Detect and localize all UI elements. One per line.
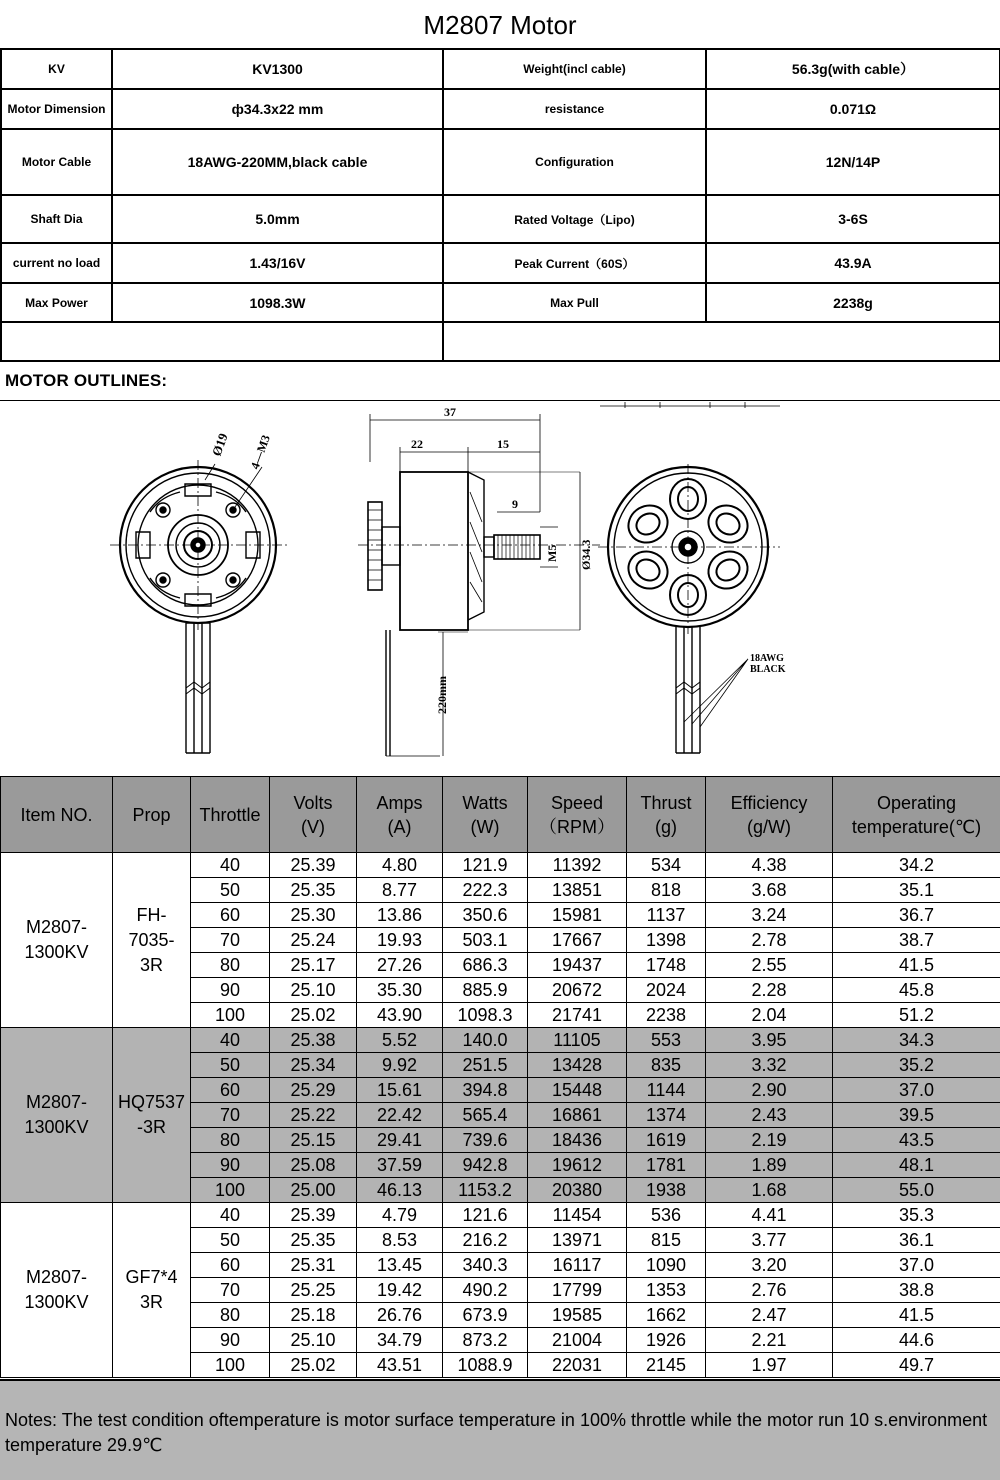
motor-outline-drawing <box>0 402 1000 774</box>
spec-value: 3-6S <box>706 195 1000 243</box>
item-number-cell: M2807- 1300KV <box>1 1203 113 1378</box>
perf-value-cell: 1926 <box>627 1328 706 1353</box>
perf-value-cell: 51.2 <box>833 1003 1000 1028</box>
spec-value: 2238g <box>706 283 1000 322</box>
perf-header-cell: Prop <box>113 777 191 853</box>
perf-value-cell: 8.53 <box>357 1228 443 1253</box>
perf-value-cell: 3.20 <box>706 1253 833 1278</box>
perf-value-cell: 100 <box>191 1003 270 1028</box>
perf-value-cell: 2.43 <box>706 1103 833 1128</box>
spec-value: 1098.3W <box>112 283 443 322</box>
perf-value-cell: 5.52 <box>357 1028 443 1053</box>
perf-value-cell: 90 <box>191 1328 270 1353</box>
perf-value-cell: 70 <box>191 928 270 953</box>
perf-value-cell: 25.39 <box>270 1203 357 1228</box>
perf-value-cell: 13.86 <box>357 903 443 928</box>
motor-side-view <box>358 414 600 756</box>
perf-header-cell: Volts (V) <box>270 777 357 853</box>
perf-value-cell: 673.9 <box>443 1303 528 1328</box>
spec-key: Weight(incl cable) <box>443 49 706 89</box>
perf-value-cell: 50 <box>191 1053 270 1078</box>
perf-value-cell: 16117 <box>528 1253 627 1278</box>
performance-table <box>0 776 1000 1378</box>
perf-row <box>1 1203 1000 1228</box>
perf-value-cell: 25.39 <box>270 853 357 878</box>
perf-value-cell: 1748 <box>627 953 706 978</box>
perf-value-cell: 1662 <box>627 1303 706 1328</box>
perf-value-cell: 48.1 <box>833 1153 1000 1178</box>
perf-row <box>1 1028 1000 1053</box>
perf-value-cell: 3.32 <box>706 1053 833 1078</box>
perf-value-cell: 340.3 <box>443 1253 528 1278</box>
perf-value-cell: 222.3 <box>443 878 528 903</box>
perf-value-cell: 25.00 <box>270 1178 357 1203</box>
spec-value: 12N/14P <box>706 129 1000 195</box>
perf-value-cell: 41.5 <box>833 1303 1000 1328</box>
perf-value-cell: 1374 <box>627 1103 706 1128</box>
perf-value-cell: 25.02 <box>270 1353 357 1378</box>
motor-back-view <box>598 464 780 753</box>
perf-value-cell: 37.59 <box>357 1153 443 1178</box>
perf-value-cell: 39.5 <box>833 1103 1000 1128</box>
perf-value-cell: 80 <box>191 1128 270 1153</box>
perf-value-cell: 38.7 <box>833 928 1000 953</box>
perf-value-cell: 2.78 <box>706 928 833 953</box>
perf-value-cell: 80 <box>191 953 270 978</box>
perf-value-cell: 44.6 <box>833 1328 1000 1353</box>
dim-m5-label: M5 <box>545 544 559 562</box>
perf-value-cell: 49.7 <box>833 1353 1000 1378</box>
spec-key: KV <box>1 49 112 89</box>
perf-value-cell: 1098.3 <box>443 1003 528 1028</box>
perf-header-cell: Amps (A) <box>357 777 443 853</box>
perf-value-cell: 40 <box>191 1203 270 1228</box>
perf-value-cell: 19612 <box>528 1153 627 1178</box>
perf-value-cell: 22031 <box>528 1353 627 1378</box>
perf-value-cell: 565.4 <box>443 1103 528 1128</box>
perf-value-cell: 13428 <box>528 1053 627 1078</box>
perf-value-cell: 70 <box>191 1278 270 1303</box>
perf-value-cell: 37.0 <box>833 1253 1000 1278</box>
perf-value-cell: 25.34 <box>270 1053 357 1078</box>
perf-value-cell: 25.24 <box>270 928 357 953</box>
perf-value-cell: 25.25 <box>270 1278 357 1303</box>
perf-value-cell: 4.79 <box>357 1203 443 1228</box>
perf-value-cell: 490.2 <box>443 1278 528 1303</box>
perf-value-cell: 25.10 <box>270 1328 357 1353</box>
perf-value-cell: 17667 <box>528 928 627 953</box>
perf-value-cell: 503.1 <box>443 928 528 953</box>
spec-key: resistance <box>443 89 706 129</box>
perf-value-cell: 25.30 <box>270 903 357 928</box>
prop-cell: GF7*4 3R <box>113 1203 191 1378</box>
perf-value-cell: 15.61 <box>357 1078 443 1103</box>
divider <box>0 400 1000 401</box>
perf-value-cell: 46.13 <box>357 1178 443 1203</box>
dim-m3-label: 4—M3 <box>247 433 273 472</box>
scale-bar <box>600 402 780 408</box>
perf-value-cell: 818 <box>627 878 706 903</box>
spec-value: KV1300 <box>112 49 443 89</box>
perf-value-cell: 4.80 <box>357 853 443 878</box>
perf-value-cell: 34.3 <box>833 1028 1000 1053</box>
perf-value-cell: 90 <box>191 978 270 1003</box>
spec-table <box>0 48 1000 362</box>
spec-value: ф34.3x22 mm <box>112 89 443 129</box>
perf-value-cell: 19.42 <box>357 1278 443 1303</box>
perf-value-cell: 885.9 <box>443 978 528 1003</box>
perf-value-cell: 90 <box>191 1153 270 1178</box>
perf-value-cell: 26.76 <box>357 1303 443 1328</box>
perf-value-cell: 2238 <box>627 1003 706 1028</box>
perf-value-cell: 25.35 <box>270 878 357 903</box>
perf-value-cell: 25.18 <box>270 1303 357 1328</box>
perf-value-cell: 37.0 <box>833 1078 1000 1103</box>
perf-value-cell: 11454 <box>528 1203 627 1228</box>
perf-value-cell: 27.26 <box>357 953 443 978</box>
spec-row <box>1 49 1000 89</box>
perf-header-cell: Speed （RPM） <box>528 777 627 853</box>
dim-37-label: 37 <box>444 405 456 419</box>
perf-value-cell: 25.29 <box>270 1078 357 1103</box>
perf-value-cell: 25.17 <box>270 953 357 978</box>
perf-value-cell: 121.6 <box>443 1203 528 1228</box>
motor-outlines-heading: MOTOR OUTLINES: <box>5 371 168 390</box>
prop-cell: HQ7537 -3R <box>113 1028 191 1203</box>
perf-value-cell: 2.19 <box>706 1128 833 1153</box>
spec-row <box>1 243 1000 283</box>
spec-key: Max Power <box>1 283 112 322</box>
spec-value: 18AWG-220MM,black cable <box>112 129 443 195</box>
perf-value-cell: 22.42 <box>357 1103 443 1128</box>
dim-d19-label: Ø19 <box>208 431 231 459</box>
perf-value-cell: 60 <box>191 903 270 928</box>
perf-value-cell: 13851 <box>528 878 627 903</box>
perf-value-cell: 2.28 <box>706 978 833 1003</box>
perf-value-cell: 1781 <box>627 1153 706 1178</box>
perf-value-cell: 4.41 <box>706 1203 833 1228</box>
perf-value-cell: 216.2 <box>443 1228 528 1253</box>
cable-awg-label: 18AWG <box>750 653 784 664</box>
perf-value-cell: 1088.9 <box>443 1353 528 1378</box>
perf-value-cell: 553 <box>627 1028 706 1053</box>
perf-value-cell: 40 <box>191 853 270 878</box>
spec-value: 5.0mm <box>112 195 443 243</box>
perf-value-cell: 29.41 <box>357 1128 443 1153</box>
perf-value-cell: 38.8 <box>833 1278 1000 1303</box>
perf-value-cell: 873.2 <box>443 1328 528 1353</box>
perf-value-cell: 2.21 <box>706 1328 833 1353</box>
perf-value-cell: 1.97 <box>706 1353 833 1378</box>
perf-value-cell: 55.0 <box>833 1178 1000 1203</box>
perf-value-cell: 3.24 <box>706 903 833 928</box>
perf-value-cell: 25.31 <box>270 1253 357 1278</box>
spec-key: Motor Dimension <box>1 89 112 129</box>
perf-value-cell: 19585 <box>528 1303 627 1328</box>
perf-value-cell: 25.02 <box>270 1003 357 1028</box>
spec-key: Shaft Dia <box>1 195 112 243</box>
perf-value-cell: 9.92 <box>357 1053 443 1078</box>
spec-row <box>1 195 1000 243</box>
perf-value-cell: 3.95 <box>706 1028 833 1053</box>
perf-value-cell: 20672 <box>528 978 627 1003</box>
perf-value-cell: 2.76 <box>706 1278 833 1303</box>
perf-value-cell: 1619 <box>627 1128 706 1153</box>
perf-value-cell: 13971 <box>528 1228 627 1253</box>
perf-value-cell: 36.1 <box>833 1228 1000 1253</box>
perf-value-cell: 11105 <box>528 1028 627 1053</box>
spec-key: Max Pull <box>443 283 706 322</box>
perf-header-cell: Efficiency (g/W) <box>706 777 833 853</box>
perf-value-cell: 36.7 <box>833 903 1000 928</box>
prop-cell: FH- 7035- 3R <box>113 853 191 1028</box>
perf-value-cell: 43.90 <box>357 1003 443 1028</box>
spec-key: Rated Voltage（Lipo) <box>443 195 706 243</box>
perf-value-cell: 21741 <box>528 1003 627 1028</box>
dim-15-label: 15 <box>497 437 509 451</box>
perf-value-cell: 121.9 <box>443 853 528 878</box>
perf-value-cell: 1144 <box>627 1078 706 1103</box>
perf-value-cell: 2.55 <box>706 953 833 978</box>
perf-value-cell: 942.8 <box>443 1153 528 1178</box>
perf-value-cell: 394.8 <box>443 1078 528 1103</box>
perf-value-cell: 41.5 <box>833 953 1000 978</box>
perf-value-cell: 1.89 <box>706 1153 833 1178</box>
perf-value-cell: 25.15 <box>270 1128 357 1153</box>
perf-header-cell: Throttle <box>191 777 270 853</box>
perf-value-cell: 45.8 <box>833 978 1000 1003</box>
perf-value-cell: 536 <box>627 1203 706 1228</box>
perf-value-cell: 80 <box>191 1303 270 1328</box>
spec-key: Configuration <box>443 129 706 195</box>
perf-value-cell: 100 <box>191 1353 270 1378</box>
perf-value-cell: 350.6 <box>443 903 528 928</box>
spec-value: 56.3g(with cable） <box>706 49 1000 89</box>
spec-empty-cell <box>443 322 1000 361</box>
perf-value-cell: 35.3 <box>833 1203 1000 1228</box>
perf-value-cell: 25.10 <box>270 978 357 1003</box>
spec-row <box>1 129 1000 195</box>
perf-value-cell: 2024 <box>627 978 706 1003</box>
perf-value-cell: 1.68 <box>706 1178 833 1203</box>
cable-color-label: BLACK <box>750 664 786 675</box>
perf-value-cell: 1090 <box>627 1253 706 1278</box>
perf-value-cell: 1353 <box>627 1278 706 1303</box>
perf-value-cell: 25.22 <box>270 1103 357 1128</box>
perf-value-cell: 19437 <box>528 953 627 978</box>
perf-value-cell: 3.77 <box>706 1228 833 1253</box>
spec-value: 0.071Ω <box>706 89 1000 129</box>
perf-value-cell: 40 <box>191 1028 270 1053</box>
perf-header-cell: Operating temperature(℃) <box>833 777 1000 853</box>
perf-value-cell: 20380 <box>528 1178 627 1203</box>
spec-empty-cell <box>1 322 443 361</box>
perf-value-cell: 739.6 <box>443 1128 528 1153</box>
perf-value-cell: 15448 <box>528 1078 627 1103</box>
spec-key: Motor Cable <box>1 129 112 195</box>
perf-value-cell: 100 <box>191 1178 270 1203</box>
perf-value-cell: 34.79 <box>357 1328 443 1353</box>
motor-front-view <box>110 460 290 753</box>
page-title: M2807 Motor <box>423 10 577 40</box>
perf-value-cell: 70 <box>191 1103 270 1128</box>
perf-value-cell: 50 <box>191 1228 270 1253</box>
perf-header-cell: Thrust (g) <box>627 777 706 853</box>
perf-value-cell: 835 <box>627 1053 706 1078</box>
spec-row <box>1 89 1000 129</box>
perf-header-cell: Item NO. <box>1 777 113 853</box>
perf-value-cell: 34.2 <box>833 853 1000 878</box>
perf-value-cell: 35.30 <box>357 978 443 1003</box>
perf-value-cell: 534 <box>627 853 706 878</box>
perf-row <box>1 853 1000 878</box>
perf-value-cell: 140.0 <box>443 1028 528 1053</box>
perf-value-cell: 43.51 <box>357 1353 443 1378</box>
spec-value: 1.43/16V <box>112 243 443 283</box>
perf-value-cell: 251.5 <box>443 1053 528 1078</box>
perf-value-cell: 1153.2 <box>443 1178 528 1203</box>
dim-22-label: 22 <box>411 437 423 451</box>
test-notes: Notes: The test condition oftemperature is motor surface temperature in 100% throttle while the motor run 10 s.environment temperature 29.9℃ <box>0 1379 1000 1480</box>
perf-value-cell: 25.35 <box>270 1228 357 1253</box>
perf-value-cell: 1137 <box>627 903 706 928</box>
perf-value-cell: 13.45 <box>357 1253 443 1278</box>
spec-key: current no load <box>1 243 112 283</box>
perf-value-cell: 35.2 <box>833 1053 1000 1078</box>
perf-value-cell: 4.38 <box>706 853 833 878</box>
perf-value-cell: 16861 <box>528 1103 627 1128</box>
perf-value-cell: 35.1 <box>833 878 1000 903</box>
spec-row <box>1 283 1000 322</box>
perf-value-cell: 43.5 <box>833 1128 1000 1153</box>
perf-value-cell: 17799 <box>528 1278 627 1303</box>
spec-value: 43.9A <box>706 243 1000 283</box>
spec-key: Peak Current（60S） <box>443 243 706 283</box>
dim-d343-label: Ø34.3 <box>579 539 593 570</box>
perf-value-cell: 3.68 <box>706 878 833 903</box>
spec-empty-row <box>1 322 1000 361</box>
dim-9-label: 9 <box>512 497 518 511</box>
perf-value-cell: 8.77 <box>357 878 443 903</box>
perf-value-cell: 15981 <box>528 903 627 928</box>
item-number-cell: M2807- 1300KV <box>1 853 113 1028</box>
perf-value-cell: 2.90 <box>706 1078 833 1103</box>
perf-value-cell: 815 <box>627 1228 706 1253</box>
perf-value-cell: 2145 <box>627 1353 706 1378</box>
cable-length-label: 220mm <box>435 676 449 714</box>
item-number-cell: M2807- 1300KV <box>1 1028 113 1203</box>
perf-value-cell: 2.04 <box>706 1003 833 1028</box>
perf-value-cell: 21004 <box>528 1328 627 1353</box>
perf-value-cell: 18436 <box>528 1128 627 1153</box>
perf-value-cell: 60 <box>191 1253 270 1278</box>
perf-value-cell: 686.3 <box>443 953 528 978</box>
perf-value-cell: 11392 <box>528 853 627 878</box>
perf-value-cell: 1398 <box>627 928 706 953</box>
perf-header-cell: Watts (W) <box>443 777 528 853</box>
perf-value-cell: 1938 <box>627 1178 706 1203</box>
perf-value-cell: 25.08 <box>270 1153 357 1178</box>
perf-value-cell: 2.47 <box>706 1303 833 1328</box>
perf-value-cell: 50 <box>191 878 270 903</box>
perf-value-cell: 60 <box>191 1078 270 1103</box>
perf-value-cell: 19.93 <box>357 928 443 953</box>
perf-value-cell: 25.38 <box>270 1028 357 1053</box>
